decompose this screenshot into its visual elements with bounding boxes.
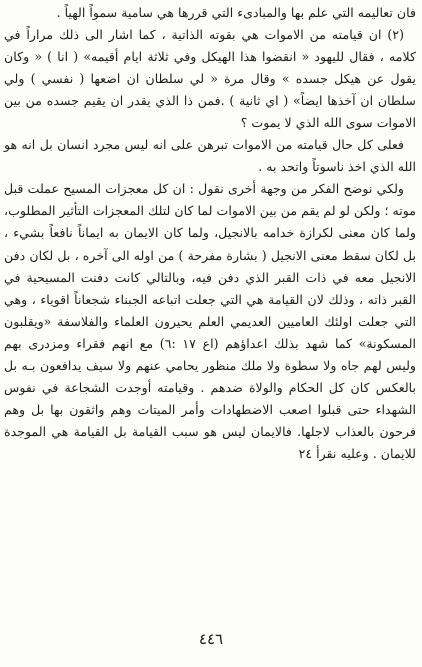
paragraph-1: فان تعاليمه التي علم بها والمبادىء التي قررها هي سامية سمواً الهياً . [56, 5, 416, 20]
page-number: ٤٤٦ [198, 630, 224, 648]
body-text [4, 2, 416, 465]
paragraph-4: ولكي نوضح الفكر من وجهة أخرى نقول : ان كل معجزات المسيح عملت قبل موته ؛ ولكن لو لم يقم من بين الاموات لما كان لتلك المعجزات التأثير المطلوب، ولما كان معنى لكرازة خدامه بالانجيل، ولما كان الايمان به ايماناً نافعاً بشيء ، بل لكان سقط معنى الانجيل ( بشارة مفرحة ) من اوله الى آخره ، بل لكان دفن الانجيل معه في ذات القبر الذي دفن فيه، وبالتالي كانت دفنت المسيحية في القبر ذاته ، وذلك لان القيامة هي التي جعلت اتباعه الجبناء شجعاناً اقوياء ، وهي التي جعلت اولئك العاميين العديمي العلم يحيرون العلماء والفلاسفة «ويقلبون المسكونة» كما شهد بذلك اعداؤهم (اع ١٧ :٦) مع انهم فقراء ومزدرى بهم وليس لهم جاه ولا سطوة ولا ملك منظور يحامي عنهم ولا سيف يدافعون بـه بل بالعكس كان كل الحكام والولاة ضدهم . وقيامته أوجدت الشجاعة في نفوس الشهداء حتى قبلوا اصعب الاضطهادات وأمر الميتات وهم واثقون بها بل وهم فرحون بالعذاب لاجلها. فالايمان ليس هو سبب القيامة بل القيامة هي الموجدة للايمان . وعليه نقرأ ٢٤ [4, 181, 417, 461]
paragraph-2: (٢) ان قيامته من الاموات هي بقوته الذاتية ، كما اشار الى ذلك مراراً في كلامه ، فقال لليهود « انقضوا هذا الهيكل وفي ثلاثة ايام أقيمه» ( انا ) « وكان يقول عن هيكل جسده » وقال مرة « لي سلطان ان اضعها ( نفسي ) ولي سلطان ان آخذها ايضاً» ( اي ثانية ) .فمن ذا الذي يقدر ان يقيم جسده من بين الاموات سوى الله الذي لا يموت ؟ [4, 27, 416, 131]
paragraph-3: فعلى كل حال قيامته من الاموات تبرهن على انه ليس مجرد انسان بل انه هو الله الذي اخذ ناسوتاً واتحد به . [4, 137, 416, 175]
